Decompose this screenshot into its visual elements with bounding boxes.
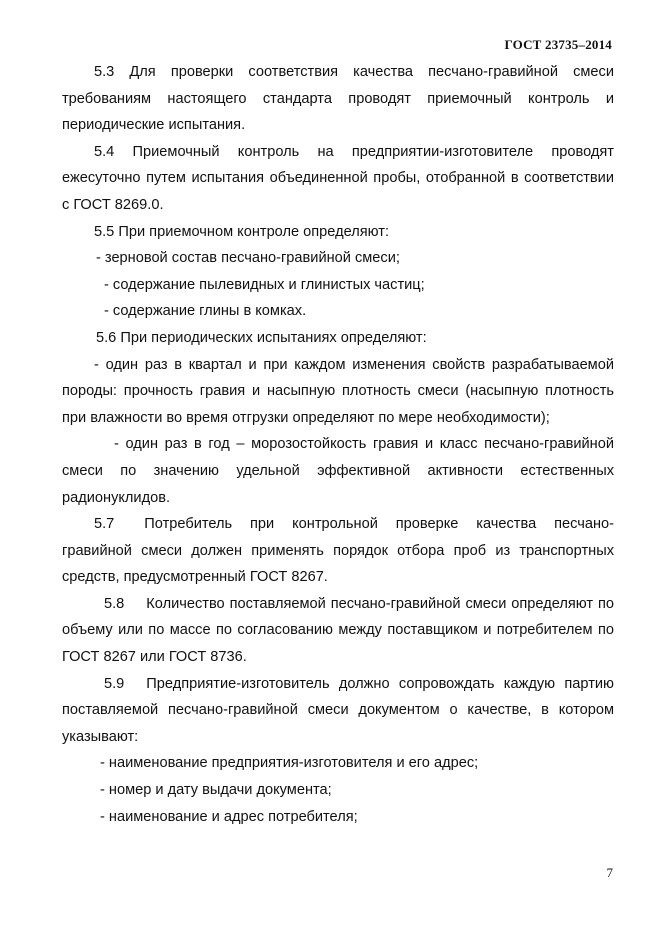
paragraph-5-8 xyxy=(62,591,614,671)
paragraph-text: Для проверки соответствия качества песчано-гравийной смеси требованиям настоящего стандарта проводят приемочный контроль и периодические испытания. xyxy=(62,64,614,134)
section-number: 5.9 xyxy=(104,675,125,692)
paragraph-5-7 xyxy=(62,511,614,591)
list-item: - один раз в квартал и при каждом изменения свойств разрабатываемой породы: прочность гравия и насыпную плотность смеси (насыпную плотность при влажности во время отгрузки определяют по мере необходимости); xyxy=(62,356,614,426)
paragraph-text: Количество поставляемой песчано-гравийной смеси определяют по объему или по массе по согласованию между поставщиком и потребителем по ГОСТ 8267 или ГОСТ 8736. xyxy=(62,595,614,666)
section-number: 5.7 xyxy=(94,516,115,533)
paragraph-5-5 xyxy=(62,219,614,246)
paragraph-text: Потребитель при контрольной проверке качества песчано-гравийной смеси должен применять порядок отбора проб из транспортных средств, предусмотренный ГОСТ 8267. xyxy=(62,516,614,586)
page-number: 7 xyxy=(606,865,613,880)
list-item: - один раз в год – морозостойкость гравия и класс песчано-гравийной смеси по значению удельной эффективной активности естественных радионуклидов. xyxy=(62,436,614,506)
paragraph-5-3 xyxy=(62,59,614,139)
list-item: - номер и дату выдачи документа; xyxy=(100,782,332,799)
section-number: 5.3 xyxy=(94,64,115,80)
list-item: - наименование предприятия-изготовителя и его адрес; xyxy=(100,755,479,772)
document-body xyxy=(62,59,614,830)
section-number: 5.6 xyxy=(96,329,117,346)
list-item: - зерновой состав песчано-гравийной смеси; xyxy=(96,250,400,267)
paragraph-text: Предприятие-изготовитель должно сопровождать каждую партию поставляемой песчано-гравийной смеси документом о качестве, в котором указывают: xyxy=(62,675,614,745)
paragraph-5-6 xyxy=(62,325,614,352)
list-item: - наименование и адрес потребителя; xyxy=(100,808,358,825)
paragraph-text: Приемочный контроль на предприятии-изготовителе проводят ежесуточно путем испытания объединенной пробы, отобранной в соответствии с ГОСТ 8269.0. xyxy=(62,143,614,213)
section-number: 5.5 xyxy=(94,223,115,240)
paragraph-text: При приемочном контроле определяют: xyxy=(118,223,390,240)
list xyxy=(62,750,614,830)
section-number: 5.8 xyxy=(104,595,125,612)
list-item: - содержание пылевидных и глинистых частиц; xyxy=(104,276,425,293)
section-number: 5.4 xyxy=(94,143,115,160)
list-item: - содержание глины в комках. xyxy=(104,303,307,320)
document-code-header: ГОСТ 23735–2014 xyxy=(504,37,612,52)
paragraph-5-4 xyxy=(62,139,614,219)
paragraph-5-9 xyxy=(62,671,614,751)
paragraph-text: При периодических испытаниях определяют: xyxy=(120,329,427,346)
